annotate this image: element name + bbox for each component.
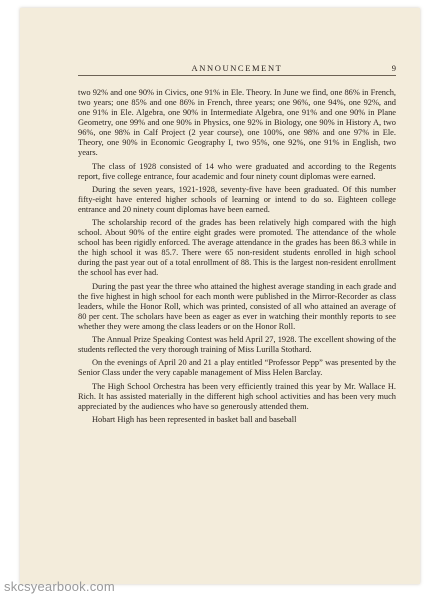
header-rule [78, 75, 396, 76]
watermark-text: skcsyearbook.com [4, 579, 115, 594]
paragraph-prize-speaking: The Annual Prize Speaking Contest was held April 27, 1928. The excellent showing of the students reflected the very thorough training of Miss Lurilla Stothard. [78, 335, 396, 355]
paragraph-class-of-1928: The class of 1928 consisted of 14 who were graduated and according to the Regents report, five college entrance, four academic and four ninety count diplomas were earned. [78, 161, 396, 181]
paragraph-athletics: Hobart High has been represented in basket ball and baseball [92, 414, 297, 424]
paragraph-honor-roll: During the past year the three who attained the highest average standing in each grade and the five highest in high school for each month were published in the Mirror-Recorder as class leaders, while the Honor Roll, which was printed, consisted of all who attained an average of 80 per cent. The scholars have been as eager as ever in watching their monthly reports to see whether they were among the class leaders or on the Honor Roll. [78, 281, 396, 331]
paragraph-grade-results: two 92% and one 90% in Civics, one 91% in Ele. Theory. In June we find, one 86% in French, two years; one 85% and one 86% in French, three years; one 96%, one 94%, one 92%, and one 91% in Ele. Algebra, one 90% in Intermediate Algebra, one 91% and one 90% in Plane Geometry, one 99% and one 90% in Physics, one 92% in Biology, one 90% in History A, two 96%, one 98% in Calf Project (2 year course), one 100%, one 98% and one 97% in Ele. Theory, one 90% in Economic Geography I, two 95%, one 92%, one 91% in English, two years. [78, 88, 396, 158]
page-number: 9 [391, 63, 396, 73]
body-text [78, 88, 396, 428]
paragraph-seven-years: During the seven years, 1921-1928, seventy-five have been graduated. Of this number fifty-eight have entered higher schools of learning or intend to do so. Eighteen college entrance and 20 ninety count diplomas have been earned. [78, 184, 396, 214]
document-page [20, 8, 420, 584]
paragraph-scholarship-record: The scholarship record of the grades has been relatively high compared with the high school. About 90% of the entire eight grades were promoted. The attendance of the whole school has been rigidly enforced. The average attendance in the grades has been 86.3 while in the high school it was 85.7. There were 65 non-resident students enrolled in high school during the past year out of a total enrollment of 88. This is the largest non-resident enrollment the school has ever had. [78, 218, 396, 278]
paragraph-senior-play: On the evenings of April 20 and 21 a play entitled “Professor Pepp” was presented by the Senior Class under the very capable management of Miss Helen Barclay. [78, 358, 396, 378]
paragraph-orchestra: The High School Orchestra has been very efficiently trained this year by Mr. Wallace H. Rich. It has assisted materially in the different high school activities and has been very much appreciated by the audiences who have so generously attended them. [78, 381, 396, 411]
running-header [78, 62, 396, 76]
section-title: ANNOUNCEMENT [191, 63, 283, 73]
